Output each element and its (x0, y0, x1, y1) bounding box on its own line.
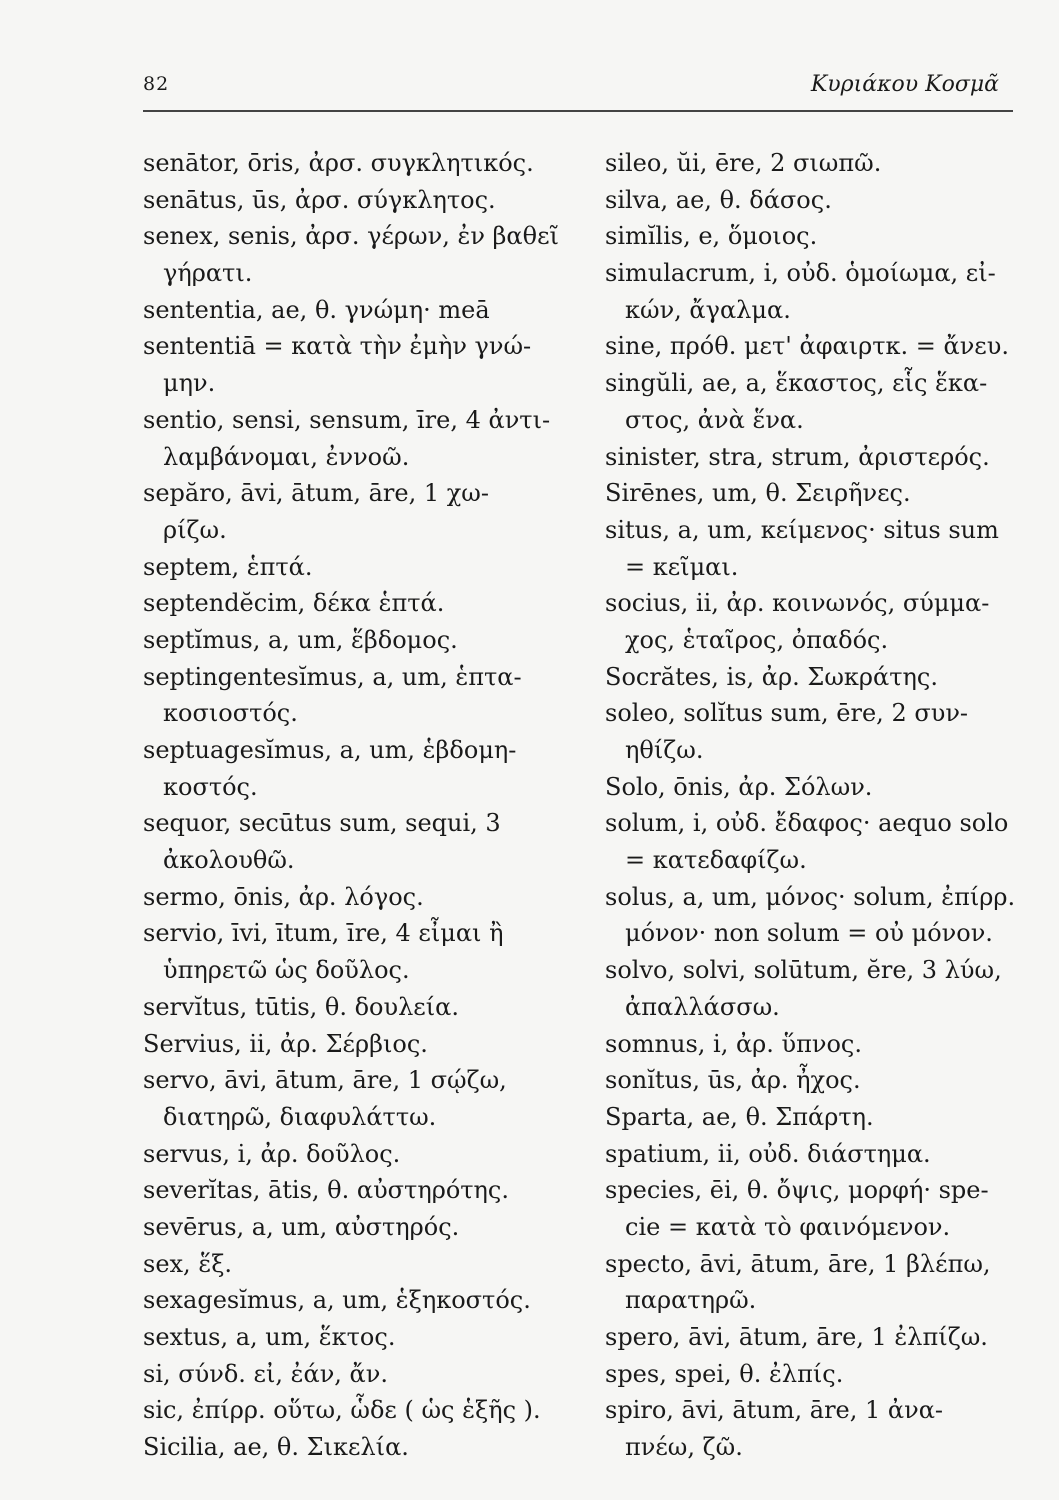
dictionary-entry-line: septingentesĭmus, a, um, ἑπτα- (143, 662, 522, 691)
dictionary-entry-line: silva, ae, θ. δάσος. (605, 185, 832, 214)
dictionary-entry-line: Servius, ii, ἀρ. Σέρβιος. (143, 1029, 428, 1058)
dictionary-entry-line: sonĭtus, ūs, ἀρ. ἦχος. (605, 1066, 861, 1095)
dictionary-entry-line: Solo, ōnis, ἀρ. Σόλων. (605, 772, 873, 801)
dictionary-entry-line: si, σύνδ. εἰ, ἐάν, ἄν. (143, 1359, 388, 1388)
dictionary-entry-line: στος, ἀνὰ ἕνα. (625, 405, 804, 434)
dictionary-entry-line: senātus, ūs, ἀρσ. σύγκλητος. (143, 185, 496, 214)
dictionary-entry-line: septuagesĭmus, a, um, ἑβδομη- (143, 736, 517, 764)
dictionary-entry-line: ἀκολουθῶ. (163, 846, 295, 875)
dictionary-entry-line: ρίζω. (163, 515, 227, 544)
dictionary-entry-line: simĭlis, e, ὅμοιος. (605, 222, 818, 251)
dictionary-entry-line: Socrătes, is, ἀρ. Σωκράτης. (605, 662, 938, 691)
dictionary-entry-line: Sirēnes, um, θ. Σειρῆνες. (605, 479, 911, 508)
dictionary-entry-line: sententia, ae, θ. γνώμη· meā (143, 295, 490, 324)
dictionary-entry-line: servus, i, ἀρ. δοῦλος. (143, 1139, 401, 1168)
dictionary-entry-line: situs, a, um, κείμενος· situs sum (605, 515, 999, 544)
dictionary-entry-line: simulacrum, i, οὐδ. ὁμοίωμα, εἰ- (605, 259, 996, 288)
dictionary-entry-line: sequor, secūtus sum, sequi, 3 (143, 809, 501, 838)
dictionary-entry-line: sinister, stra, strum, ἀριστερός. (605, 442, 990, 471)
dictionary-entry-line: κοσιοστός. (163, 699, 298, 728)
dictionary-entry-line: sentio, sensi, sensum, īre, 4 ἀντι- (143, 405, 551, 434)
dictionary-entry-line: servio, īvi, ītum, īre, 4 εἶμαι ἢ (143, 919, 504, 948)
dictionary-entry-line: κών, ἄγαλμα. (625, 295, 791, 324)
dictionary-entry-line: πνέω, ζῶ. (625, 1433, 743, 1462)
dictionary-entry-line: ὑπηρετῶ ὡς δοῦλος. (163, 956, 410, 985)
dictionary-entry-line: solvo, solvi, solūtum, ĕre, 3 λύω, (605, 956, 1002, 985)
dictionary-entry-line: sine, πρόθ. μετ' ἀφαιρτκ. = ἄνευ. (605, 332, 1009, 361)
dictionary-entry-line: Sparta, ae, θ. Σπάρτη. (605, 1102, 874, 1131)
dictionary-entry-line: species, ēi, θ. ὄψις, μορφή· spe- (605, 1176, 989, 1205)
dictionary-entry-line: servo, āvi, ātum, āre, 1 σῴζω, (143, 1066, 507, 1095)
dictionary-entry-line: senātor, ōris, ἀρσ. συγκλητικός. (143, 149, 534, 177)
dictionary-entry-line: sic, ἐπίρρ. οὕτω, ὧδε ( ὡς ἑξῆς ). (143, 1396, 541, 1425)
dictionary-entry-line: ἀπαλλάσσω. (625, 992, 780, 1021)
dictionary-entry-line: sex, ἕξ. (143, 1249, 233, 1278)
dictionary-entry-line: sexagesĭmus, a, um, ἑξηκοστός. (143, 1286, 531, 1315)
dictionary-entry-line: solum, i, οὐδ. ἔδαφος· aequo solo (605, 809, 1009, 838)
dictionary-entry-line: soleo, solĭtus sum, ēre, 2 συν- (605, 699, 969, 728)
dictionary-entry-line: singŭli, ae, a, ἕκαστος, εἷς ἕκα- (605, 369, 988, 398)
dictionary-entry-line: κοστός. (163, 772, 258, 801)
dictionary-entry-line: = κεῖμαι. (625, 552, 739, 581)
dictionary-entry-line: λαμβάνομαι, ἐννοῶ. (163, 442, 410, 471)
dictionary-entry-line: μόνον· non solum = οὐ μόνον. (625, 919, 993, 948)
dictionary-entry-line: servĭtus, tūtis, θ. δουλεία. (143, 992, 459, 1021)
dictionary-entry-line: = κατεδαφίζω. (625, 846, 807, 875)
dictionary-entry-line: sextus, a, um, ἕκτος. (143, 1323, 396, 1351)
dictionary-entry-line: spiro, āvi, ātum, āre, 1 ἀνα- (605, 1396, 944, 1425)
running-head: Κυριάκου Κοσμᾶ (810, 72, 999, 97)
dictionary-entry-line: spes, spei, θ. ἐλπίς. (605, 1359, 844, 1388)
dictionary-entry-line: sententiā = κατὰ τὴν ἐμὴν γνώ- (143, 332, 532, 361)
dictionary-entry-line: senex, senis, ἀρσ. γέρων, ἐν βαθεῖ (143, 222, 559, 251)
dictionary-entry-line: ηθίζω. (625, 736, 704, 764)
dictionary-entry-line: παρατηρῶ. (625, 1286, 757, 1315)
dictionary-entry-line: severĭtas, ātis, θ. αὐστηρότης. (143, 1176, 509, 1205)
left-column (143, 145, 595, 1466)
dictionary-entry-line: specto, āvi, ātum, āre, 1 βλέπω, (605, 1249, 991, 1278)
page-number: 82 (143, 73, 170, 95)
right-column (605, 145, 1025, 1466)
dictionary-entry-line: somnus, i, ἀρ. ὕπνος. (605, 1029, 862, 1058)
dictionary-entry-line: χος, ἑταῖρος, ὀπαδός. (625, 625, 889, 654)
dictionary-entry-line: septĭmus, a, um, ἕβδομος. (143, 625, 458, 654)
dictionary-entry-line: socius, ii, ἀρ. κοινωνός, σύμμα- (605, 589, 990, 618)
dictionary-entry-line: γήρατι. (163, 259, 253, 288)
header-rule (143, 110, 1013, 112)
dictionary-entry-line: sermo, ōnis, ἀρ. λόγος. (143, 882, 424, 911)
dictionary-entry-line: μην. (163, 369, 216, 398)
dictionary-entry-line: solus, a, um, μόνος· solum, ἐπίρρ. (605, 882, 1016, 911)
dictionary-entry-line: spatium, ii, οὐδ. διάστημα. (605, 1139, 931, 1168)
dictionary-entry-line: sepăro, āvi, ātum, āre, 1 χω- (143, 479, 489, 508)
dictionary-entry-line: sevērus, a, um, αὐστηρός. (143, 1212, 460, 1241)
dictionary-entry-line: Sicilia, ae, θ. Σικελία. (143, 1433, 409, 1462)
dictionary-entry-line: cie = κατὰ τὸ φαινόμενον. (625, 1212, 951, 1241)
dictionary-entry-line: septem, ἑπτά. (143, 552, 313, 581)
dictionary-entry-line: septendĕcim, δέκα ἑπτά. (143, 589, 445, 618)
dictionary-entry-line: spero, āvi, ātum, āre, 1 ἐλπίζω. (605, 1323, 988, 1351)
dictionary-entry-line: διατηρῶ, διαφυλάττω. (163, 1102, 437, 1131)
dictionary-entry-line: sileo, ŭi, ēre, 2 σιωπῶ. (605, 149, 882, 177)
